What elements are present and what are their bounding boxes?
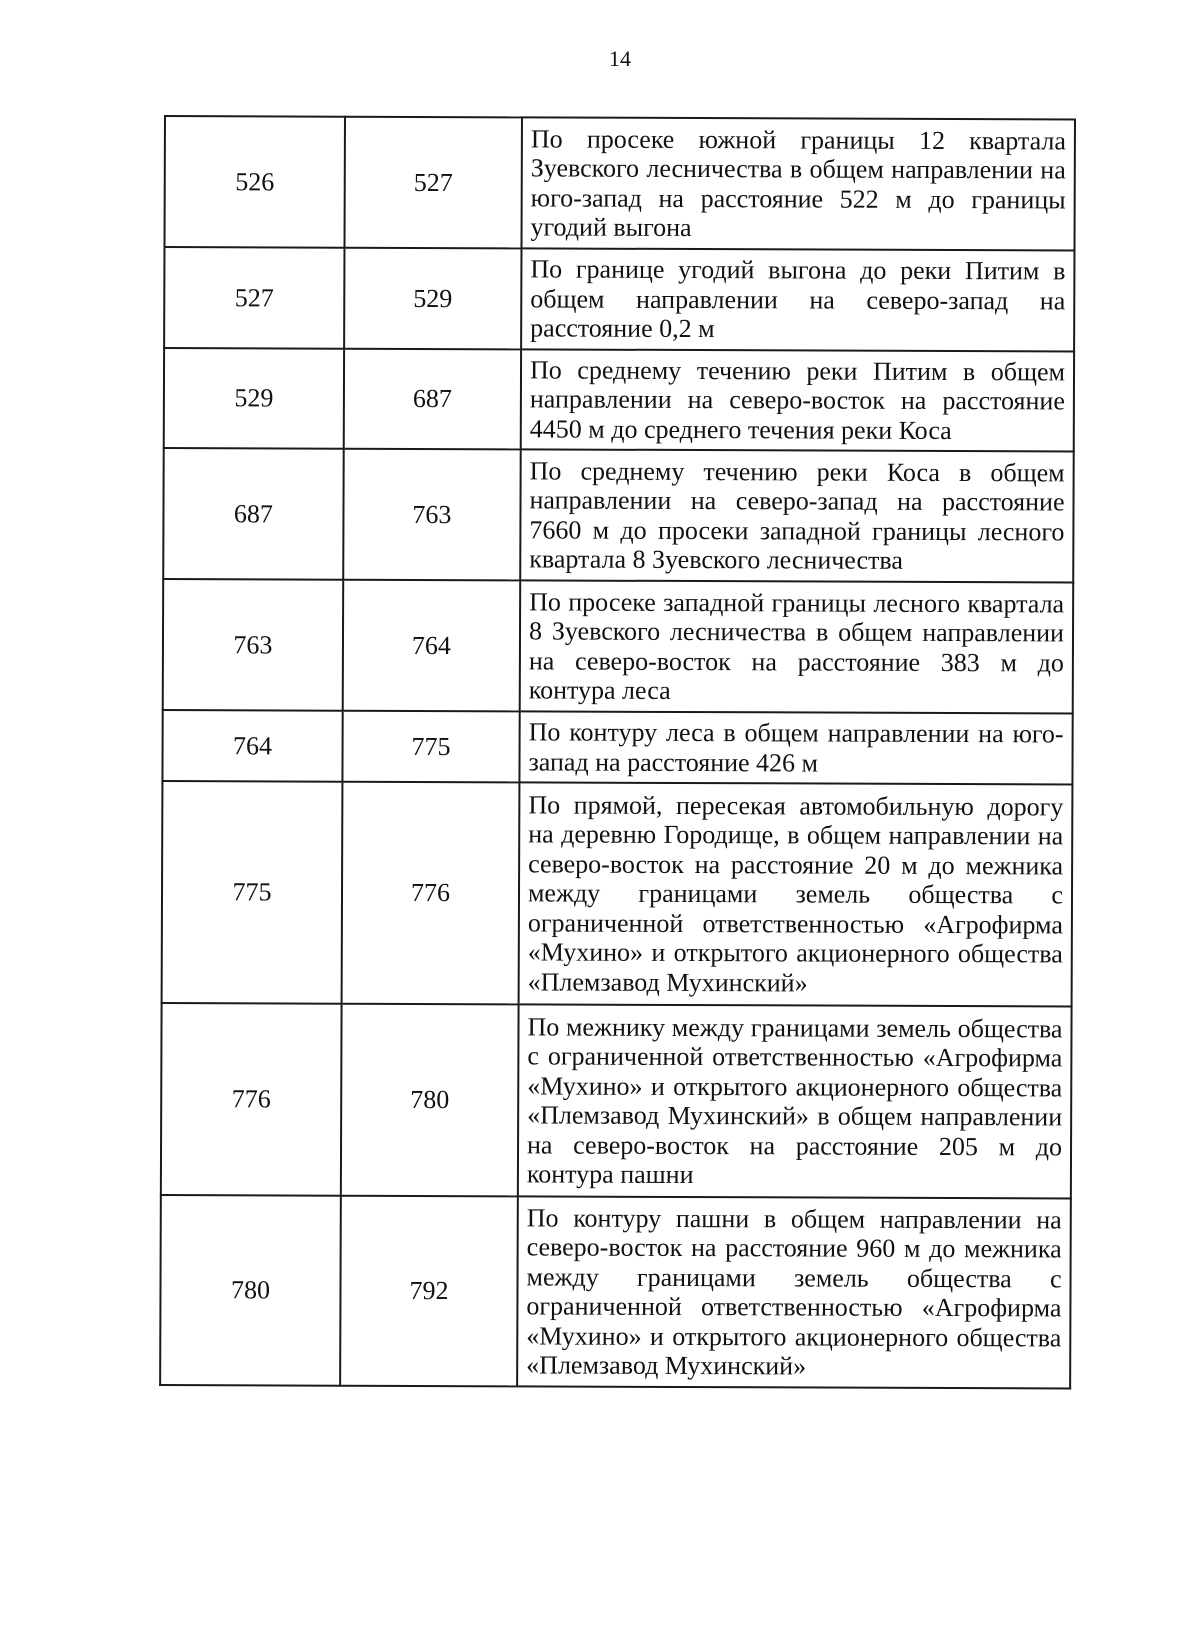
description-text: По просеке южной границы 12 квартала Зуевского лесничества в общем направлении на юго-запад на расстояние 522 м до границы угодий выгона: [530, 123, 1066, 243]
description-text: По прямой, пересекая автомобильную дорогу на деревню Городище, в общем направлении на северо-восток на расстояние 20 м до межника между границами земель общества с ограниченной ответственностью «Агрофирма «Мухино» и открытого акционерного общества «Племзавод Мухинский»: [527, 790, 1064, 998]
end-point-cell: 792: [340, 1196, 518, 1387]
table-row: [161, 1003, 1072, 1198]
end-point-cell: 527: [344, 117, 522, 249]
description-cell: [520, 580, 1073, 713]
description-cell: [521, 248, 1074, 351]
description-text: По межнику между границами земель общества с ограниченной ответственностью «Агрофирма «Мухино» и открытого акционерного общества «Племзавод Мухинский» в общем направлении на северо-восток на расстояние 205 м до контура пашни: [526, 1011, 1063, 1190]
start-point-cell: 763: [163, 579, 344, 711]
end-point-cell: 776: [342, 782, 520, 1005]
table-row: [162, 710, 1072, 784]
description-cell: [521, 349, 1074, 451]
table-row: [162, 781, 1073, 1006]
description-text: По контуру леса в общем направлении на юго-запад на расстояние 426 м: [528, 717, 1064, 778]
description-text: По просеке западной границы лесного квартала 8 Зуевского лесничества в общем направлении на северо-восток на расстояние 383 м до контура леса: [528, 586, 1065, 705]
description-cell: [520, 449, 1073, 582]
boundary-table: [159, 115, 1076, 1389]
description-cell: [521, 117, 1074, 250]
start-point-cell: 764: [162, 710, 342, 782]
start-point-cell: 687: [163, 448, 344, 580]
table-row: [164, 116, 1074, 250]
description-cell: [519, 711, 1072, 784]
end-point-cell: 687: [344, 349, 521, 450]
page-number: 14: [609, 46, 631, 71]
table-row: [163, 579, 1073, 713]
description-text: По среднему течению реки Коса в общем направлении на северо-запад на расстояние 7660 м до просеки западной границы лесного квартала 8 Зуевского лесничества: [529, 455, 1065, 575]
end-point-cell: 780: [341, 1004, 519, 1197]
description-text: По границе угодий выгона до реки Питим в общем направлении на северо-запад на расстояние 0,2 м: [530, 254, 1066, 344]
start-point-cell: 527: [164, 247, 344, 349]
start-point-cell: 775: [162, 781, 343, 1004]
table-row: [163, 448, 1073, 582]
end-point-cell: 763: [343, 449, 521, 581]
end-point-cell: 764: [343, 580, 521, 712]
table-row: [160, 1195, 1071, 1388]
table-row: [164, 247, 1074, 351]
start-point-cell: 526: [164, 116, 345, 248]
description-cell: [519, 782, 1073, 1006]
end-point-cell: 529: [344, 248, 521, 350]
end-point-cell: 775: [342, 711, 519, 783]
description-cell: [518, 1004, 1072, 1198]
table-row: [164, 348, 1074, 451]
description-text: По контуру пашни в общем направлении на северо-восток на расстояние 960 м до межника между границами земель общества с ограниченной ответственностью «Агрофирма «Мухино» и открытого акционерного общества «Племзавод Мухинский»: [526, 1202, 1062, 1381]
description-text: По среднему течению реки Питим в общем направлении на северо-восток на расстояние 4450 м до среднего течения реки Коса: [529, 355, 1066, 445]
start-point-cell: 776: [161, 1003, 342, 1196]
start-point-cell: 529: [164, 348, 344, 449]
start-point-cell: 780: [160, 1195, 341, 1386]
description-cell: [517, 1196, 1071, 1388]
